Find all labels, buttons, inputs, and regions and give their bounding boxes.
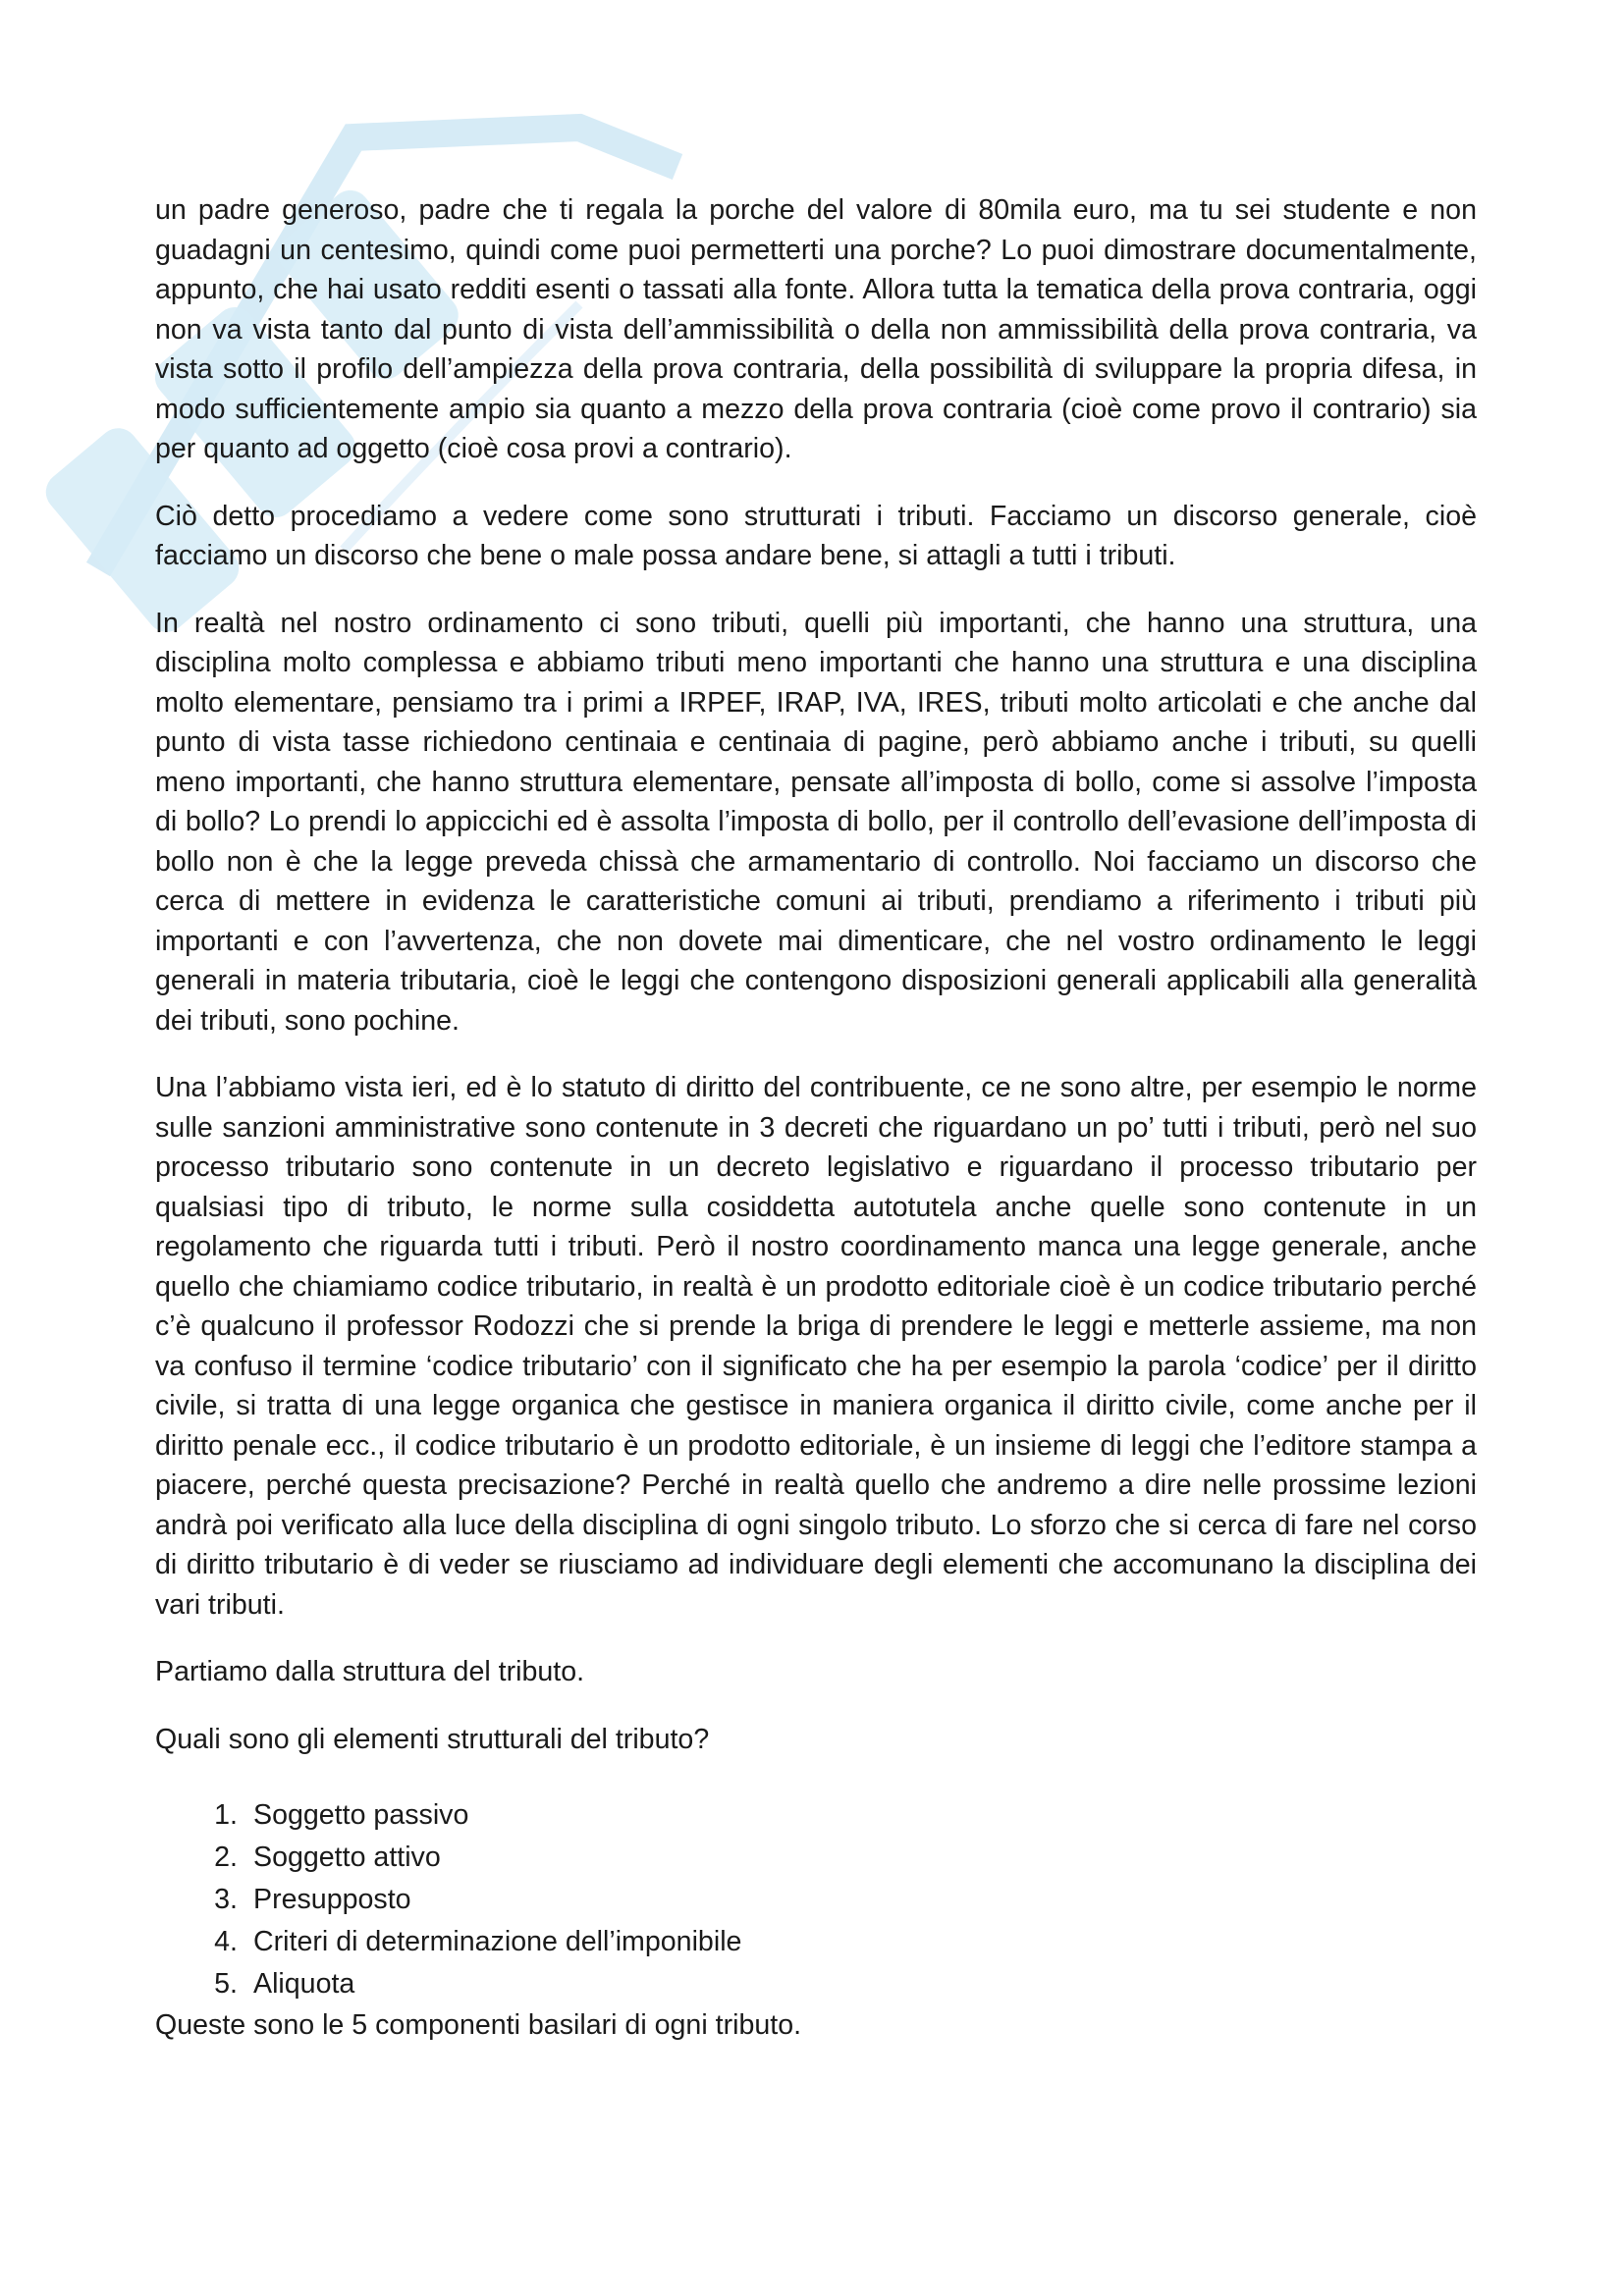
- paragraph-1: un padre generoso, padre che ti regala la porche del valore di 80mila euro, ma tu sei studente e non guadagni un centesimo, quindi come puoi permetterti una porche? Lo puoi dimostrare documentalmente, appunto, che hai usato redditi esenti o tassati alla fonte. Allora tutta la tematica della prova contraria, oggi non va vista tanto dal punto di vista dell’ammissibilità o della non ammissibilità della prova contraria, va vista sotto il profilo dell’ampiezza della prova contraria, della possibilità di sviluppare la propria difesa, in modo sufficientemente ampio sia quanto a mezzo della prova contraria (cioè come provo il contrario) sia per quanto ad oggetto (cioè cosa provi a contrario).: [155, 194, 1477, 464]
- document-body: [155, 190, 1477, 2069]
- closing-sentence: Queste sono le 5 componenti basilari di ogni tributo.: [155, 2009, 802, 2041]
- list-item-text: Criteri di determinazione dell’imponibile: [253, 1926, 742, 1957]
- list-item: [155, 1879, 1477, 1921]
- list-item: [155, 1963, 1477, 2005]
- list-item-text: Aliquota: [253, 1968, 355, 2000]
- paragraph-2: Ciò detto procediamo a vedere come sono strutturati i tributi. Facciamo un discorso generale, cioè facciamo un discorso che bene o male possa andare bene, si attagli a tutti i tributi.: [155, 500, 1477, 571]
- list-item-number: 5.: [214, 1968, 238, 2000]
- list-item: [155, 1837, 1477, 1879]
- paragraph-3: In realtà nel nostro ordinamento ci sono tributi, quelli più importanti, che hanno una struttura, una disciplina molto complessa e abbiamo tributi meno importanti che hanno una struttura e una disciplina molto elementare, pensiamo tra i primi a IRPEF, IRAP, IVA, IRES, tributi molto articolati e che anche dal punto di vista tasse richiedono centinaia e centinaia di pagine, però abbiamo anche i tributi, su quelli meno importanti, che hanno struttura elementare, pensate all’imposta di bollo, come si assolve l’imposta di bollo? Lo prendi lo appiccichi ed è assolta l’imposta di bollo, per il controllo dell’evasione dell’imposta di bollo non è che la legge preveda chissà che armamentario di controllo. Noi facciamo un discorso che cerca di mettere in evidenza le caratteristiche comuni ai tributi, prendiamo a riferimento i tributi più importanti e con l’avvertenza, che non dovete mai dimenticare, che nel vostro ordinamento le leggi generali in materia tributaria, cioè le leggi che contengono disposizioni generali applicabili alla generalità dei tributi, sono pochine.: [155, 607, 1477, 1037]
- list-item-number: 1.: [214, 1799, 238, 1831]
- list-item-number: 3.: [214, 1884, 238, 1915]
- paragraph-6: Quali sono gli elementi strutturali del tributo?: [155, 1723, 710, 1755]
- list-item: [155, 1921, 1477, 1963]
- list-item: [155, 1794, 1477, 1837]
- paragraph-4: Una l’abbiamo vista ieri, ed è lo statuto di diritto del contribuente, ce ne sono altre, per esempio le norme sulle sanzioni amministrative sono contenute in 3 decreti che riguardano un po’ tutti i tributi, però nel suo processo tributario sono contenute in un decreto legislativo e riguardano il processo tributario per qualsiasi tipo di tributo, le norme sulla cosiddetta autotutela anche quelle sono contenute in un regolamento che riguarda tutti i tributi. Però il nostro coordinamento manca una legge generale, anche quello che chiamiamo codice tributario, in realtà è un prodotto editoriale cioè è un codice tributario perché c’è qualcuno il professor Rodozzi che si prende la briga di prendere le leggi e metterle assieme, ma non va confuso il termine ‘codice tributario’ con il significato che ha per esempio la parola ‘codice’ per il diritto civile, si tratta di una legge organica che gestisce in maniera organica il diritto civile, come anche per il diritto penale ecc., il codice tributario è un prodotto editoriale, è un insieme di leggi che l’editore stampa a piacere, perché questa precisazione? Perché in realtà quello che andremo a dire nelle prossime lezioni andrà poi verificato alla luce della disciplina di ogni singolo tributo. Lo sforzo che si cerca di fare nel corso di diritto tributario è di veder se riusciamo ad individuare degli elementi che accomunano la disciplina dei vari tributi.: [155, 1072, 1477, 1621]
- list-item-number: 4.: [214, 1926, 238, 1957]
- list-item-number: 2.: [214, 1842, 238, 1873]
- list-item-text: Presupposto: [253, 1884, 411, 1915]
- list-item-text: Soggetto attivo: [253, 1842, 441, 1873]
- elements-list: [155, 1794, 1477, 2005]
- list-item-text: Soggetto passivo: [253, 1799, 469, 1831]
- paragraph-5: Partiamo dalla struttura del tributo.: [155, 1656, 585, 1687]
